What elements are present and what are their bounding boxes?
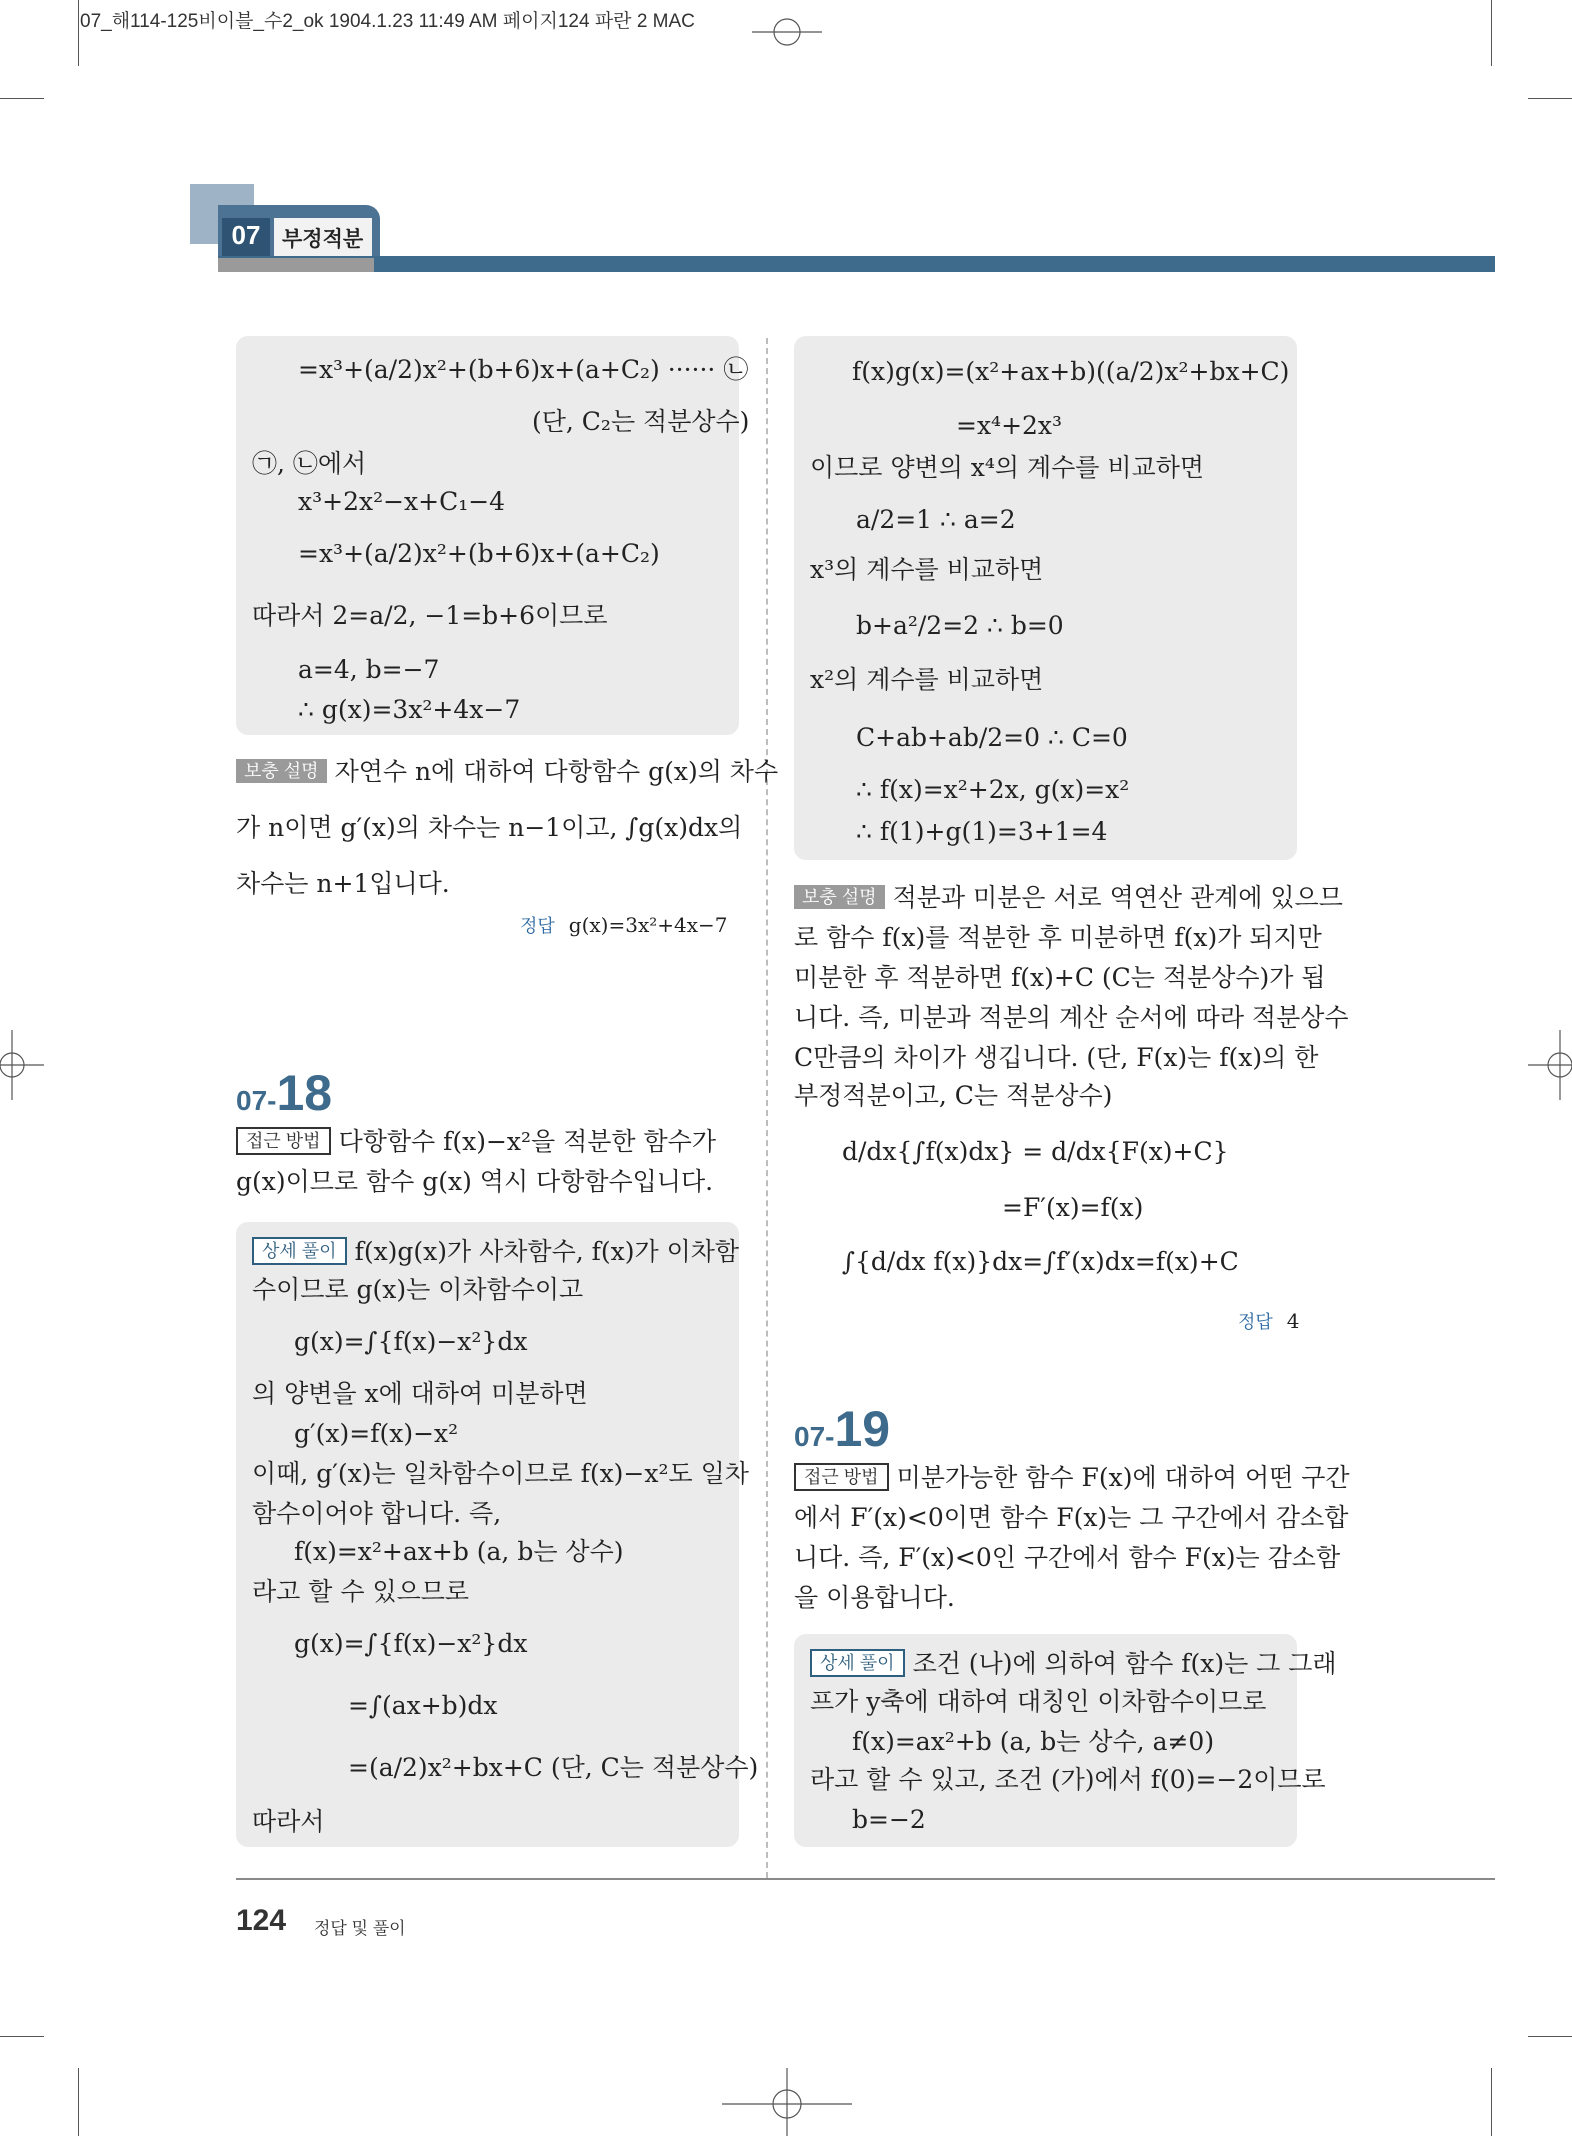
solution-text: 따라서	[252, 1807, 325, 1836]
approach-text: 다항함수 f(x)−x²을 적분한 함수가	[338, 1127, 716, 1156]
approach-tag: 접근 방법	[794, 1463, 889, 1491]
crop-mark	[0, 98, 44, 99]
approach-text: 니다. 즉, F′(x)<0인 구간에서 함수 F(x)는 감소함	[794, 1543, 1341, 1572]
supplement-note	[236, 756, 778, 788]
math-line: =∫(ax+b)dx	[348, 1691, 498, 1720]
chapter-rule	[218, 256, 1495, 272]
math-line: g(x)=∫{f(x)−x²}dx	[294, 1629, 528, 1658]
problem-number	[794, 1400, 890, 1458]
crop-mark	[1491, 0, 1492, 66]
answer-value: 4	[1286, 1309, 1300, 1333]
math-line: g(x)=∫{f(x)−x²}dx	[294, 1327, 528, 1356]
math-line: a/2=1 ∴ a=2	[856, 505, 1016, 534]
math-line: =x⁴+2x³	[956, 411, 1063, 440]
math-line: =x³+(a/2)x²+(b+6)x+(a+C₂) ······ ㉡	[298, 355, 749, 384]
solution-text: x²의 계수를 비교하면	[810, 665, 1044, 694]
note-line: 부정적분이고, C는 적분상수)	[794, 1081, 1113, 1110]
solution-line	[252, 1236, 739, 1268]
math-line: C+ab+ab/2=0 ∴ C=0	[856, 723, 1128, 752]
answer-line	[520, 912, 728, 938]
registration-mark-icon	[1528, 1030, 1572, 1100]
crop-mark	[1528, 98, 1572, 99]
approach-text: 에서 F′(x)<0이면 함수 F(x)는 그 구간에서 감소합	[794, 1503, 1349, 1532]
note-line: 적분과 미분은 서로 역연산 관계에 있으므	[892, 883, 1343, 912]
approach-text: g(x)이므로 함수 g(x) 역시 다항함수입니다.	[236, 1167, 714, 1196]
solution-text: 의 양변을 x에 대하여 미분하면	[252, 1379, 588, 1408]
print-header: 07_해114-125비이블_수2_ok 1904.1.23 11:49 AM 페이지124 파란 2 MAC	[80, 11, 695, 32]
math-line: g′(x)=f(x)−x²	[294, 1419, 459, 1448]
detail-tag: 상세 풀이	[810, 1649, 905, 1677]
answer-value: g(x)=3x²+4x−7	[568, 913, 728, 937]
problem-prefix: 07-	[236, 1085, 277, 1116]
registration-mark-icon	[0, 1030, 44, 1100]
answer-line	[1238, 1308, 1300, 1334]
text-line: 따라서 2=a/2, −1=b+6이므로	[252, 601, 608, 630]
supplement-tag: 보충 설명	[794, 885, 885, 909]
math-line: f(x)=x²+ax+b (a, b는 상수)	[294, 1537, 624, 1566]
math-line: b=−2	[852, 1805, 926, 1834]
answer-label: 정답	[520, 916, 555, 936]
problem-num: 18	[276, 1065, 333, 1121]
detail-tag: 상세 풀이	[252, 1237, 347, 1265]
note-line: 자연수 n에 대하여 다항함수 g(x)의 차수	[334, 757, 779, 786]
footer-rule	[236, 1878, 1495, 1880]
solution-text: 프가 y축에 대하여 대칭인 이차함수이므로	[810, 1687, 1267, 1716]
note-line: C만큼의 차이가 생깁니다. (단, F(x)는 f(x)의 한	[794, 1043, 1319, 1072]
solution-text: 라고 할 수 있고, 조건 (가)에서 f(0)=−2이므로	[810, 1765, 1326, 1794]
math-line: f(x)=ax²+b (a, b는 상수, a≠0)	[852, 1727, 1215, 1756]
math-line: ∴ g(x)=3x²+4x−7	[298, 695, 521, 724]
math-line: ∫{d/dx f(x)}dx=∫f′(x)dx=f(x)+C	[842, 1247, 1239, 1276]
note-line: 가 n이면 g′(x)의 차수는 n−1이고, ∫g(x)dx의	[236, 813, 743, 842]
supplement-tag: 보충 설명	[236, 759, 327, 783]
solution-text: 함수이어야 합니다. 즉,	[252, 1499, 502, 1528]
solution-text: x³의 계수를 비교하면	[810, 555, 1044, 584]
answer-label: 정답	[1238, 1312, 1273, 1332]
math-line: =x³+(a/2)x²+(b+6)x+(a+C₂)	[298, 539, 660, 568]
math-line: =(a/2)x²+bx+C (단, C는 적분상수)	[348, 1753, 759, 1782]
text-line: ㉠, ㉡에서	[252, 449, 367, 478]
solution-text: f(x)g(x)가 사차함수, f(x)가 이차함	[354, 1237, 740, 1266]
approach-line	[236, 1126, 716, 1158]
column-divider	[766, 338, 768, 1878]
math-line: a=4, b=−7	[298, 655, 440, 684]
math-line: b+a²/2=2 ∴ b=0	[856, 611, 1064, 640]
problem-prefix: 07-	[794, 1421, 835, 1452]
math-line: x³+2x²−x+C₁−4	[298, 487, 506, 516]
solution-text: 이므로 양변의 x⁴의 계수를 비교하면	[810, 453, 1205, 482]
note-line: 차수는 n+1입니다.	[236, 869, 450, 898]
math-line: f(x)g(x)=(x²+ax+b)((a/2)x²+bx+C)	[852, 357, 1290, 386]
chapter-title: 부정적분	[282, 228, 364, 251]
supplement-note	[794, 882, 1343, 914]
problem-number	[236, 1064, 332, 1122]
chapter-rule-shade	[218, 258, 374, 272]
solution-text: 수이므로 g(x)는 이차함수이고	[252, 1275, 584, 1304]
registration-mark-icon	[722, 2068, 852, 2136]
solution-text: 이때, g′(x)는 일차함수이므로 f(x)−x²도 일차	[252, 1459, 749, 1488]
registration-mark-icon	[752, 4, 822, 52]
math-line: =F′(x)=f(x)	[1002, 1193, 1144, 1222]
solution-text: 라고 할 수 있으므로	[252, 1577, 470, 1606]
note-line: 미분한 후 적분하면 f(x)+C (C는 적분상수)가 됩	[794, 963, 1326, 992]
solution-line	[810, 1648, 1337, 1680]
approach-tag: 접근 방법	[236, 1127, 331, 1155]
approach-text: 미분가능한 함수 F(x)에 대하여 어떤 구간	[896, 1463, 1350, 1492]
crop-mark	[78, 2068, 79, 2136]
math-line: d/dx{∫f(x)dx} = d/dx{F(x)+C}	[842, 1137, 1229, 1166]
solution-text: 조건 (나)에 의하여 함수 f(x)는 그 그래	[912, 1649, 1337, 1678]
note-line: 로 함수 f(x)를 적분한 후 미분하면 f(x)가 되지만	[794, 923, 1322, 952]
math-line: ∴ f(x)=x²+2x, g(x)=x²	[856, 775, 1130, 804]
problem-num: 19	[834, 1401, 891, 1457]
crop-mark	[78, 0, 79, 66]
note-line: (단, C₂는 적분상수)	[532, 407, 750, 436]
approach-text: 을 이용합니다.	[794, 1583, 955, 1612]
page-number: 124	[236, 1904, 287, 1937]
crop-mark	[1528, 2036, 1572, 2037]
crop-mark	[0, 2036, 44, 2037]
note-line: 니다. 즉, 미분과 적분의 계산 순서에 따라 적분상수	[794, 1003, 1349, 1032]
crop-mark	[1491, 2068, 1492, 2136]
chapter-number: 07	[231, 220, 261, 250]
footer-label: 정답 및 풀이	[314, 1919, 406, 1938]
approach-line	[794, 1462, 1350, 1494]
math-line: ∴ f(1)+g(1)=3+1=4	[856, 817, 1108, 846]
